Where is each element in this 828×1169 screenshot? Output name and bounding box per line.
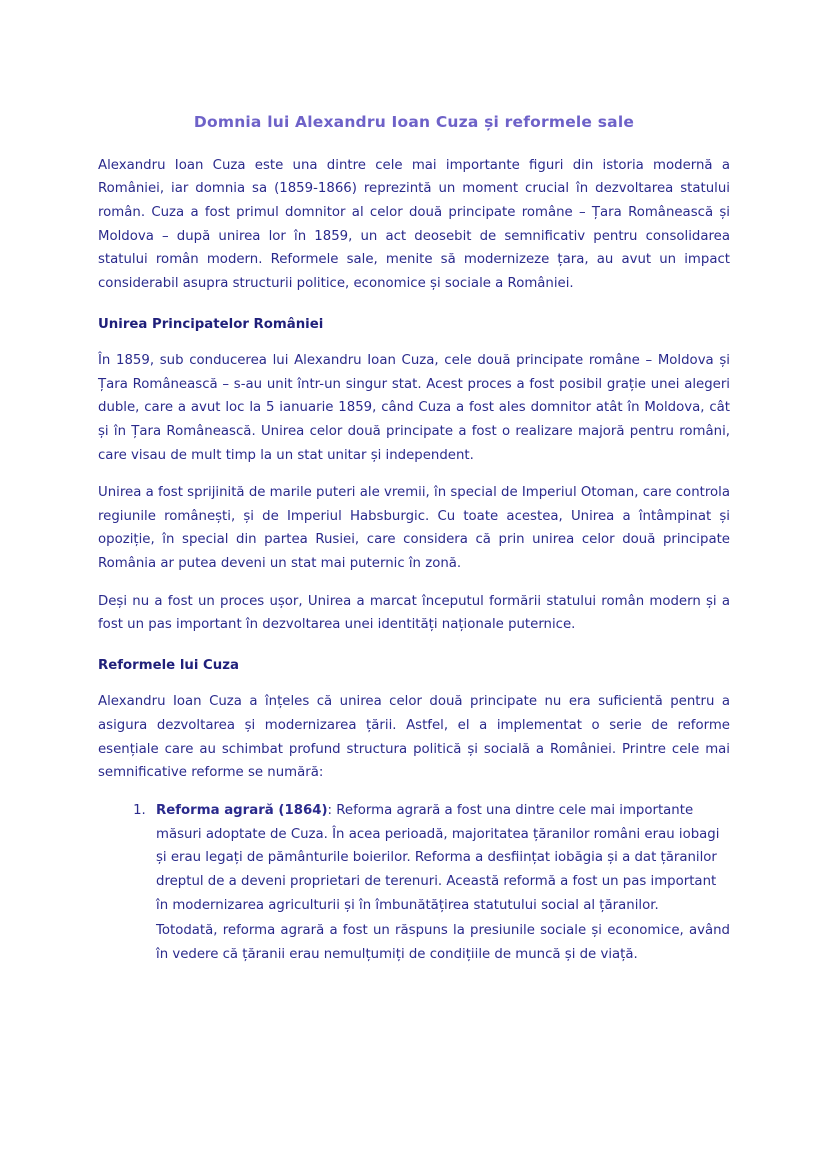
list-item-text [156, 803, 719, 913]
reform-list [98, 799, 730, 967]
list-item-extra: Totodată, reforma agrară a fost un răspuns la presiunile sociale și economice, având în vedere că țăranii erau nemulțumiți de condițiile de muncă și de viață. [156, 923, 730, 962]
paragraph-unirea-2: Unirea a fost sprijinită de marile puteri ale vremii, în special de Imperiul Otoman, care controla regiunile românești, și de Imperiul Habsburgic. Cu toate acestea, Unirea a întâmpinat și opoziție, în special din partea Rusiei, care considera că prin unirea celor două principate România ar putea deveni un stat mai puternic în zonă. [98, 485, 730, 572]
section-heading-unirea: Unirea Principatelor României [98, 316, 324, 332]
paragraph-unirea-3: Deși nu a fost un proces ușor, Unirea a marcat începutul formării statului român modern și a fost un pas important în dezvoltarea unei identități naționale puternice. [98, 593, 730, 633]
page-title: Domnia lui Alexandru Ioan Cuza și reformele sale [193, 113, 635, 131]
list-item [150, 799, 730, 967]
paragraph-unirea-1: În 1859, sub conducerea lui Alexandru Ioan Cuza, cele două principate române – Moldova și Țara Românească – s-au unit într-un singur stat. Acest proces a fost posibil grație unei alegeri duble, care a avut loc la 5 ianuarie 1859, când Cuza a fost ales domnitor atât în Moldova, cât și în Țara Românească. Unirea celor două principate a fost o realizare majoră pentru români, care visau de mult timp la un stat unitar și independent. [98, 352, 730, 463]
list-item-body: : Reforma agrară a fost una dintre cele mai importante măsuri adoptate de Cuza. În acea perioadă, majoritatea țăranilor români erau iobagi și erau legați de pământurile boierilor. Reforma a desființat iobăgia și a dat țăranilor dreptul de a deveni proprietari de terenuri. Această reformă a fost un pas important în modernizarea agriculturii și în îmbunătățirea statutului social al țăranilor. [156, 803, 720, 913]
section-heading-reformele: Reformele lui Cuza [98, 658, 239, 674]
list-item-lead: Reforma agrară (1864) [156, 803, 328, 818]
intro-paragraph: Alexandru Ioan Cuza este una dintre cele mai importante figuri din istoria modernă a României, iar domnia sa (1859-1866) reprezintă un moment crucial în dezvoltarea statului român. Cuza a fost primul domnitor al celor două principate române – Țara Românească și Moldova – după unirea lor în 1859, un act deosebit de semnificativ pentru consolidarea statului român modern. Reformele sale, menite să modernizeze țara, au avut un impact considerabil asupra structurii politice, economice și sociale a României. [98, 157, 730, 291]
paragraph-reformele-1: Alexandru Ioan Cuza a înțeles că unirea celor două principate nu era suficientă pentru a asigura dezvoltarea și modernizarea țării. Astfel, el a implementat o serie de reforme esențiale care au schimbat profund structura politică și socială a României. Printre cele mai semnificative reforme se numără: [98, 694, 730, 781]
